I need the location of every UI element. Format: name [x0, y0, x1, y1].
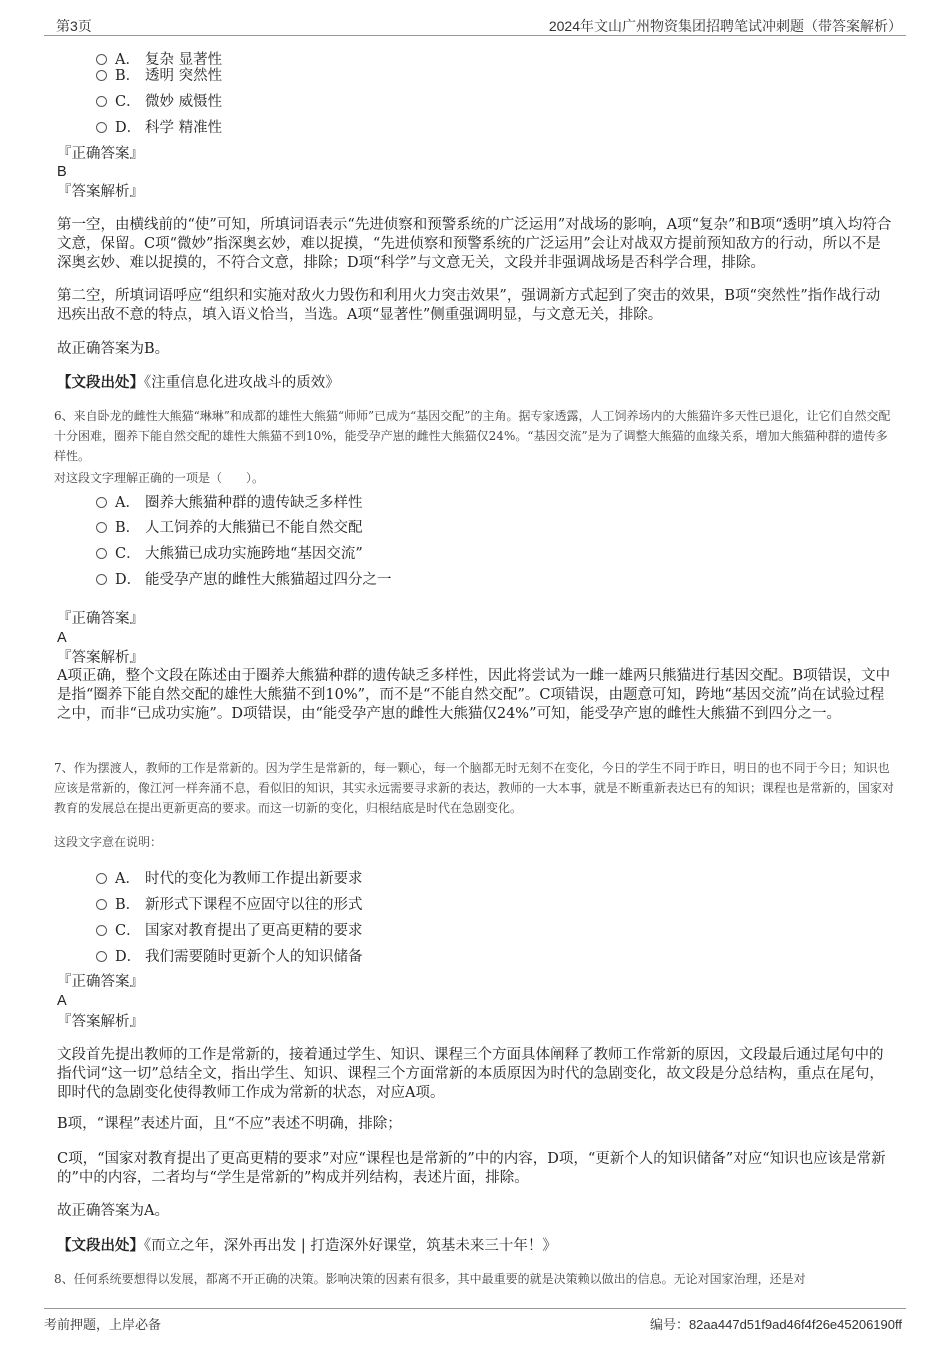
q7-analysis-label: 『答案解析』 — [57, 1014, 144, 1030]
q6-prompt: 对这段文字理解正确的一项是（ ）。 — [54, 471, 265, 485]
footer-divider — [44, 1308, 906, 1309]
radio-icon[interactable] — [96, 96, 107, 107]
radio-icon[interactable] — [96, 122, 107, 133]
q5-answer: B — [57, 164, 67, 180]
q5-conclusion: 故正确答案为B。 — [57, 341, 170, 357]
q7-option-c[interactable]: C． 国家对教育提出了更高更精的要求 — [96, 919, 363, 940]
q5-analysis-p2: 第二空，所填词语呼应“组织和实施对敌火力毁伤和利用火力突击效果”，强调新方式起到了突击的效果，B项“突然性”指作战行动迅疾出敌不意的特点，填入语义恰当，当选。A项“显著性”侧重强调明显，与文意无关，排除。 — [57, 288, 881, 323]
document-title: 2024年文山广州物资集团招聘笔试冲刺题（带答案解析） — [548, 18, 902, 34]
q5-answer-label: 『正确答案』 — [57, 146, 144, 162]
q6-answer: A — [57, 630, 67, 646]
footer-slogan: 考前押题，上岸必备 — [44, 1317, 162, 1332]
q5-option-d[interactable]: D． 科学 精准性 — [96, 116, 222, 137]
q6-option-a[interactable]: A． 圈养大熊猫种群的遗传缺乏多样性 — [96, 491, 363, 512]
q7-source: 【文段出处】《而立之年，深外再出发 | 打造深外好课堂，筑基未来三十年！》 — [57, 1237, 557, 1254]
q7-option-b[interactable]: B． 新形式下课程不应固守以往的形式 — [96, 893, 363, 914]
q7-answer-label: 『正确答案』 — [57, 974, 144, 990]
q6-analysis: A项正确，整个文段在陈述由于圈养大熊猫种群的遗传缺乏多样性，因此将尝试为一雌一雄两只熊猫进行基因交配。B项错误，文中是指“圈养下能自然交配的雄性大熊猫不到10%”，而不是“不能自然交配”。C项错误，由题意可知，跨地“基因交流”尚在试验过程之中，而非“已成功实施”。D项错误，由“能受孕产崽的雌性大熊猫仅24%”可知，能受孕产崽的雌性大熊猫不到四分之一。 — [57, 668, 891, 722]
q7-conclusion: 故正确答案为A。 — [57, 1203, 169, 1219]
q6-option-b[interactable]: B． 人工饲养的大熊猫已不能自然交配 — [96, 516, 363, 537]
radio-icon[interactable] — [96, 873, 107, 884]
q5-analysis-p1: 第一空，由横线前的“使”可知，所填词语表示“先进侦察和预警系统的广泛运用”对战场的影响，A项“复杂”和B项“透明”填入均符合文意，保留。C项“微妙”指深奥玄妙，难以捉摸，“先进侦察和预警系统的广泛运用”会让对战双方提前预知敌方的行动，所以不是深奥玄妙、难以捉摸的，不符合文意，排除；D项“科学”与文意无关，文段并非强调战场是否科学合理，排除。 — [57, 217, 892, 271]
q7-analysis-p2: B项，“课程”表述片面，且“不应”表述不明确，排除； — [57, 1116, 402, 1132]
q5-option-c[interactable]: C． 微妙 威慑性 — [96, 90, 222, 111]
radio-icon[interactable] — [96, 548, 107, 559]
q7-option-a[interactable]: A． 时代的变化为教师工作提出新要求 — [96, 867, 363, 888]
q5-option-a[interactable]: A． 复杂 显著性 — [96, 48, 222, 69]
q5-analysis-label: 『答案解析』 — [57, 184, 144, 200]
q5-source: 【文段出处】《注重信息化进攻战斗的质效》 — [57, 374, 340, 391]
q5-option-b[interactable]: B． 透明 突然性 — [96, 64, 222, 85]
radio-icon[interactable] — [96, 70, 107, 81]
radio-icon[interactable] — [96, 574, 107, 585]
page-number: 第3页 — [56, 18, 92, 34]
q7-analysis-p3: C项，“国家对教育提出了更高更精的要求”对应“课程也是常新的”中的内容，D项，“更新个人的知识储备”对应“知识也应该是常新的”中的内容，二者均与“学生是常新的”构成并列结构，表述片面，排除。 — [57, 1151, 886, 1186]
q7-option-d[interactable]: D． 我们需要随时更新个人的知识储备 — [96, 945, 363, 966]
header-divider — [44, 35, 906, 36]
q6-option-d[interactable]: D． 能受孕产崽的雌性大熊猫超过四分之一 — [96, 568, 392, 589]
q7-question: 7、作为摆渡人，教师的工作是常新的。因为学生是常新的，每一颗心，每一个脑都无时无刻不在变化，今日的学生不同于昨日，明日的也不同于今日；知识也应该是常新的，像江河一样奔涌不息，看似旧的知识，其实永远需要寻求新的表达，教师的一大本事，就是不断重新表达已有的知识；课程也是常新的，国家对教育的发展总在提出更新更高的要求。而这一切新的变化，归根结底是时代在急剧变化。 — [54, 761, 895, 815]
radio-icon[interactable] — [96, 925, 107, 936]
radio-icon[interactable] — [96, 522, 107, 533]
footer-code: 编号：82aa447d51f9ad46f4f26e45206190ff — [649, 1317, 902, 1332]
q6-question: 6、来自卧龙的雌性大熊猫“琳琳”和成都的雄性大熊猫“师师”已成为“基因交配”的主角。据专家透露，人工饲养场内的大熊猫许多天性已退化，让它们自然交配十分困难，圈养下能自然交配的雄性大熊猫不到10%，能受孕产崽的雌性大熊猫仅24%。“基因交流”是为了调整大熊猫的血缘关系，增加大熊猫种群的遗传多样性。 — [54, 409, 891, 463]
q6-option-c[interactable]: C． 大熊猫已成功实施跨地“基因交流” — [96, 542, 363, 563]
radio-icon[interactable] — [96, 951, 107, 962]
q7-answer: A — [57, 993, 67, 1009]
radio-icon[interactable] — [96, 899, 107, 910]
q6-answer-label: 『正确答案』 — [57, 611, 144, 627]
q7-analysis-p1: 文段首先提出教师的工作是常新的，接着通过学生、知识、课程三个方面具体阐释了教师工作常新的原因，文段最后通过尾句中的指代词“这一切”总结全文，指出学生、知识、课程三个方面常新的本质原因为时代的急剧变化，故文段是分总结构，重点在尾句，即时代的急剧变化使得教师工作成为常新的状态，对应A项。 — [57, 1047, 884, 1101]
q8-question: 8、任何系统要想得以发展，都离不开正确的决策。影响决策的因素有很多，其中最重要的就是决策赖以做出的信息。无论对国家治理，还是对 — [54, 1272, 806, 1286]
q7-prompt: 这段文字意在说明： — [54, 835, 163, 849]
radio-icon[interactable] — [96, 497, 107, 508]
q6-analysis-label: 『答案解析』 — [57, 650, 144, 666]
